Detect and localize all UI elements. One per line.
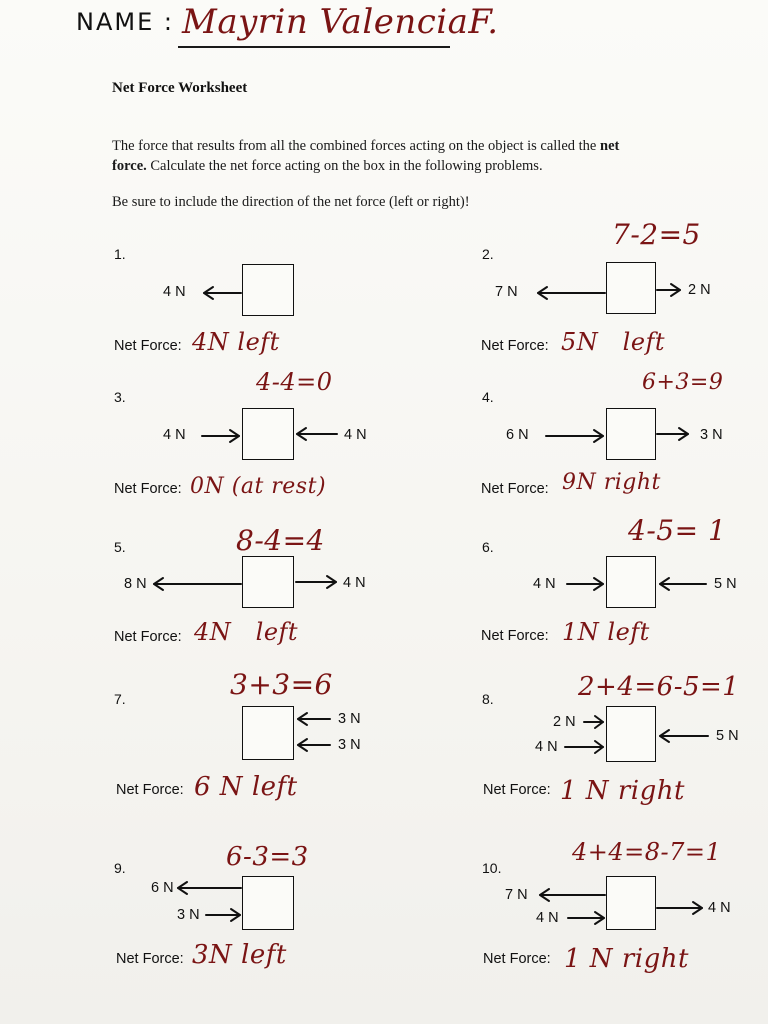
name-label: NAME : — [76, 8, 174, 36]
reminder-text: Be sure to include the direction of the net force (left or right)! — [112, 194, 470, 210]
force-label: 4 N — [533, 576, 556, 592]
handwritten-answer: 4N left — [194, 618, 299, 646]
problem-number: 3. — [114, 389, 126, 405]
problem-number: 9. — [114, 860, 126, 876]
force-label: 4 N — [163, 284, 186, 300]
force-label: 4 N — [536, 910, 559, 926]
problem-number: 6. — [482, 539, 494, 555]
force-label: 4 N — [535, 739, 558, 755]
force-label: 3 N — [177, 907, 200, 923]
net-force-label: Net Force: — [114, 481, 182, 497]
force-label: 4 N — [344, 427, 367, 443]
net-force-label: Net Force: — [116, 951, 184, 967]
worksheet-title: Net Force Worksheet — [112, 80, 248, 96]
force-label: 7 N — [495, 284, 518, 300]
handwritten-answer: 6 N left — [194, 772, 298, 802]
handwritten-answer: 9N right — [562, 470, 661, 495]
net-force-label: Net Force: — [481, 338, 549, 354]
force-label: 8 N — [124, 576, 147, 592]
handwritten-answer: 0N (at rest) — [190, 474, 327, 499]
handwritten-answer: 3N left — [192, 940, 287, 970]
force-label: 6 N — [506, 427, 529, 443]
student-name: Mayrin ValenciaF. — [182, 2, 499, 42]
net-force-label: Net Force: — [483, 951, 551, 967]
handwritten-work: 3+3=6 — [230, 668, 333, 701]
force-label: 5 N — [716, 728, 739, 744]
net-force-label: Net Force: — [481, 628, 549, 644]
problem-number: 2. — [482, 246, 494, 262]
force-label: 4 N — [343, 575, 366, 591]
problem-number: 4. — [482, 389, 494, 405]
handwritten-work: 4+4=8-7=1 — [572, 838, 722, 866]
intro-text-1: The force that results from all the combined forces acting on the object is called the — [112, 138, 597, 154]
intro-bold-2: force. — [112, 158, 147, 174]
handwritten-work: 7-2=5 — [612, 218, 701, 251]
problem-number: 8. — [482, 691, 494, 707]
handwritten-answer: 5N left — [561, 328, 666, 356]
handwritten-answer: 1 N right — [560, 776, 685, 806]
handwritten-answer: 1 N right — [564, 944, 689, 974]
problem-number: 10. — [482, 860, 502, 876]
force-label: 3 N — [338, 737, 361, 753]
intro-bold-1: net — [600, 138, 620, 154]
handwritten-work: 2+4=6-5=1 — [578, 672, 740, 702]
handwritten-work: 8-4=4 — [236, 524, 325, 557]
intro-text-2: Calculate the net force acting on the box in the following problems. — [150, 158, 543, 174]
force-label: 6 N — [151, 880, 174, 896]
handwritten-work: 6-3=3 — [226, 842, 309, 872]
force-label: 7 N — [505, 887, 528, 903]
net-force-label: Net Force: — [483, 782, 551, 798]
force-label: 2 N — [688, 282, 711, 298]
net-force-label: Net Force: — [114, 338, 182, 354]
handwritten-answer: 1N left — [562, 618, 650, 646]
force-label: 2 N — [553, 714, 576, 730]
problem-number: 5. — [114, 539, 126, 555]
handwritten-work: 4-4=0 — [256, 368, 333, 396]
net-force-label: Net Force: — [116, 782, 184, 798]
problem-number: 1. — [114, 246, 126, 262]
net-force-label: Net Force: — [114, 629, 182, 645]
force-label: 5 N — [714, 576, 737, 592]
handwritten-work: 6+3=9 — [642, 370, 724, 395]
handwritten-work: 4-5= 1 — [628, 514, 727, 547]
problem-number: 7. — [114, 691, 126, 707]
handwritten-answer: 4N left — [192, 328, 280, 356]
force-label: 3 N — [700, 427, 723, 443]
force-label: 4 N — [163, 427, 186, 443]
net-force-label: Net Force: — [481, 481, 549, 497]
force-label: 3 N — [338, 711, 361, 727]
force-label: 4 N — [708, 900, 731, 916]
